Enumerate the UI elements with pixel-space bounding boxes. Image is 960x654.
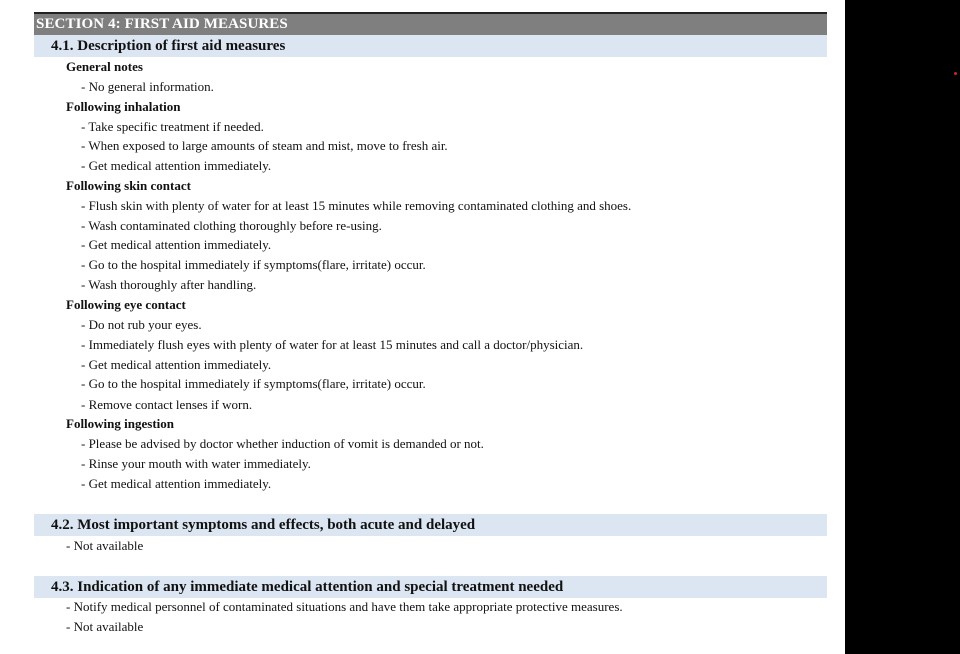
list-item: - Immediately flush eyes with plenty of water for at least 15 minutes and call a doctor/physician. (81, 337, 584, 352)
heading-inhalation: Following inhalation (66, 99, 181, 114)
list-item: - Get medical attention immediately. (81, 237, 272, 252)
list-item: - When exposed to large amounts of steam and mist, move to fresh air. (81, 138, 448, 153)
heading-ingestion: Following ingestion (66, 416, 174, 431)
list-item: - Flush skin with plenty of water for at least 15 minutes while removing contaminated clothing and shoes. (81, 198, 632, 213)
section-title: SECTION 4: FIRST AID MEASURES (34, 14, 827, 35)
list-item: - Go to the hospital immediately if symptoms(flare, irritate) occur. (81, 257, 426, 272)
list-item: - No general information. (81, 79, 214, 94)
list-item: - Wash contaminated clothing thoroughly before re-using. (81, 218, 382, 233)
heading-general-notes: General notes (66, 59, 143, 74)
list-item: - Not available (66, 619, 144, 634)
list-item: - Please be advised by doctor whether induction of vomit is demanded or not. (81, 436, 484, 451)
list-item: - Notify medical personnel of contaminated situations and have them take appropriate protective measures. (66, 599, 623, 614)
subsection-title-4-2: 4.2. Most important symptoms and effects, both acute and delayed (34, 514, 827, 536)
list-item: - Do not rub your eyes. (81, 317, 202, 332)
heading-skin-contact: Following skin contact (66, 178, 191, 193)
list-item: - Not available (66, 538, 144, 553)
list-item: - Go to the hospital immediately if symptoms(flare, irritate) occur. (81, 376, 426, 391)
list-item: - Get medical attention immediately. (81, 357, 272, 372)
cursor-dot (954, 72, 957, 75)
list-item: - Wash thoroughly after handling. (81, 277, 257, 292)
list-item: - Take specific treatment if needed. (81, 119, 264, 134)
list-item: - Rinse your mouth with water immediately. (81, 456, 311, 471)
subsection-title-4-3: 4.3. Indication of any immediate medical attention and special treatment needed (34, 576, 827, 598)
list-item: - Get medical attention immediately. (81, 158, 272, 173)
subsection-title-4-1: 4.1. Description of first aid measures (34, 35, 827, 57)
viewer-background-pane (845, 0, 960, 654)
heading-eye-contact: Following eye contact (66, 297, 186, 312)
list-item: - Remove contact lenses if worn. (81, 397, 253, 412)
list-item: - Get medical attention immediately. (81, 476, 272, 491)
